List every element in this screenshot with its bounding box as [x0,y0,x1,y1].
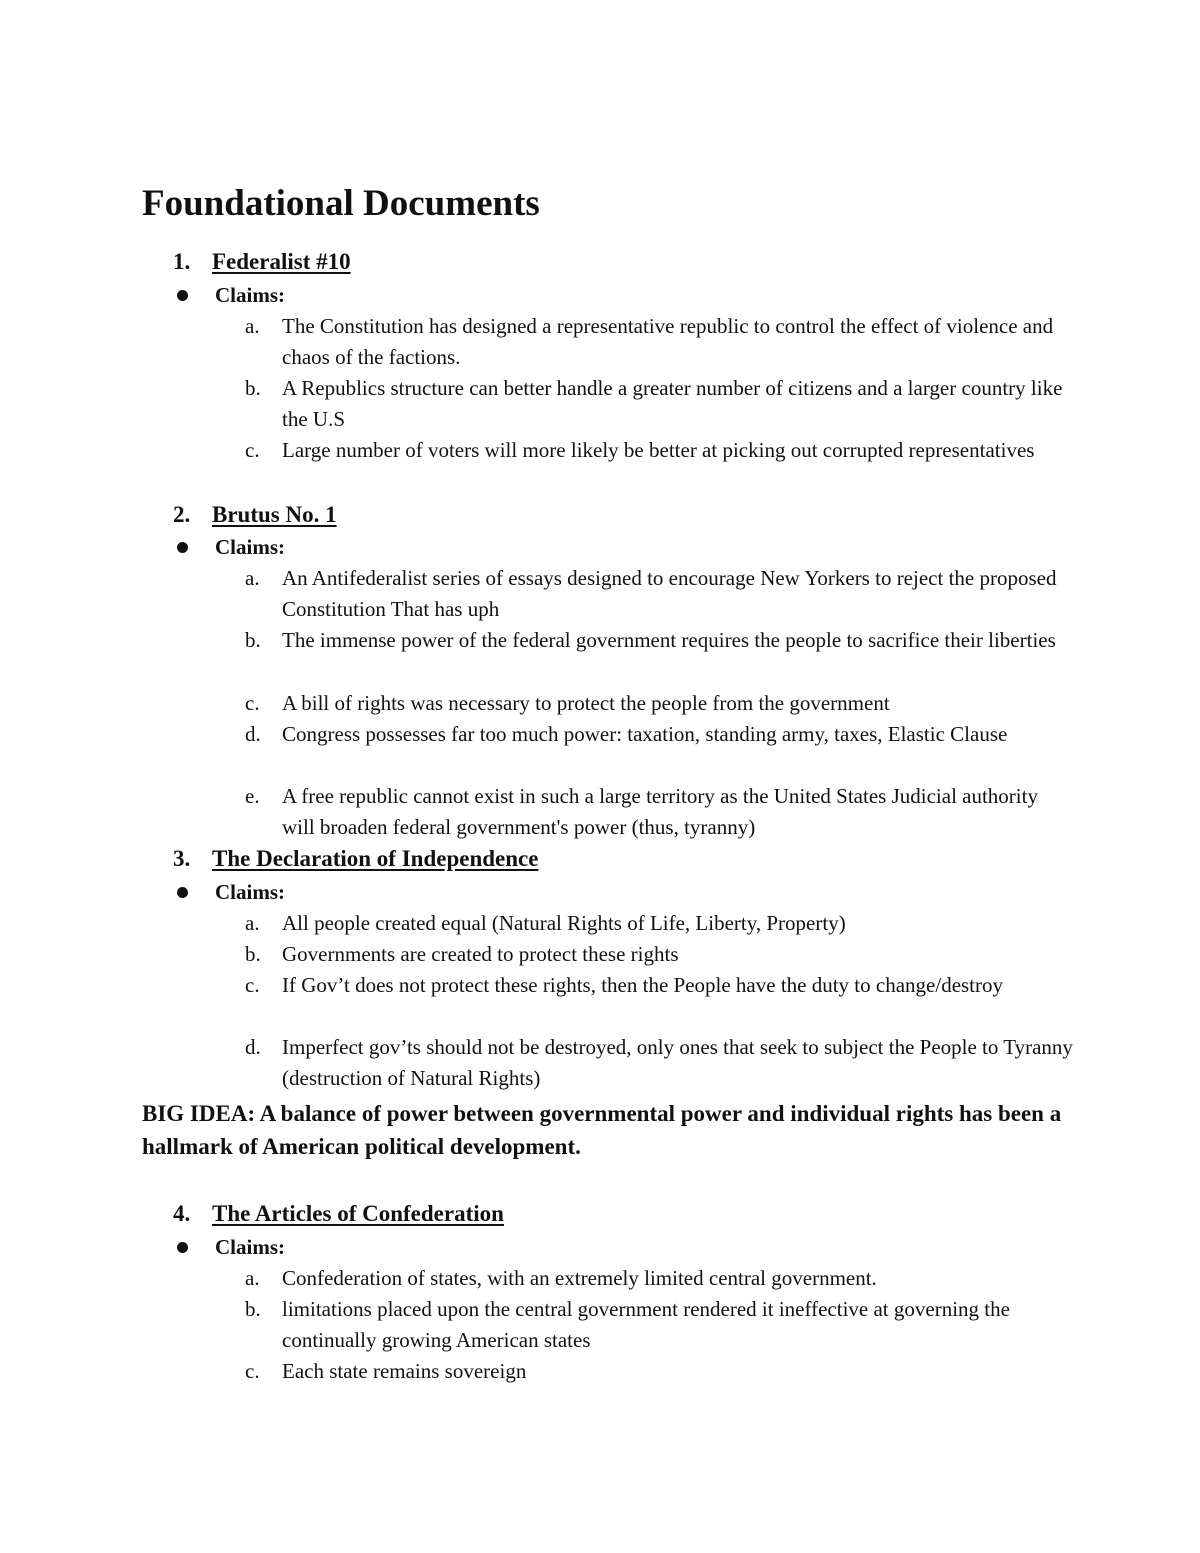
claim-item [245,1294,1075,1356]
claim-item [245,373,1075,435]
claim-item [245,781,1075,843]
claim-text: Each state remains sovereign [282,1359,527,1383]
big-idea-statement: BIG IDEA: A balance of power between governmental power and individual rights has been a hallmark of American political development. [142,1101,1062,1159]
claims-label: Claims: [173,1232,285,1262]
claim-letter: d. [245,722,261,746]
claim-text: Congress possesses far too much power: taxation, standing army, taxes, Elastic Clause [282,722,1008,746]
section-heading-brutus-1 [173,500,337,530]
claim-letter: a. [245,911,260,935]
page-title: Foundational Documents [142,183,540,224]
bullet-icon [177,1242,188,1253]
claim-item [245,719,1075,750]
claim-item [245,939,1075,970]
section-number: 3. [173,846,191,871]
claim-letter: d. [245,1035,261,1059]
claim-item [245,1032,1075,1094]
section-number: 1. [173,249,191,274]
claim-letter: a. [245,566,260,590]
claim-text: Governments are created to protect these rights [282,942,679,966]
claim-item [245,435,1075,466]
claim-text: The Constitution has designed a representative republic to control the effect of violence and chaos of the factions. [282,314,1054,369]
claim-text: A bill of rights was necessary to protect the people from the government [282,691,890,715]
claim-text: A free republic cannot exist in such a large territory as the United States Judicial authority will broaden federal government's power (thus, tyranny) [282,784,1038,839]
section-title: Brutus No. 1 [212,502,337,527]
claim-text: If Gov’t does not protect these rights, then the People have the duty to change/destroy [282,973,1004,997]
claim-letter: b. [245,628,261,652]
claim-text: An Antifederalist series of essays designed to encourage New Yorkers to reject the proposed Constitution That has uph [282,566,1057,621]
claim-letter: e. [245,784,260,808]
claim-letter: c. [245,973,260,997]
section-heading-articles-of-confederation [173,1199,504,1229]
bullet-icon [177,290,188,301]
claim-letter: b. [245,376,261,400]
claim-text: All people created equal (Natural Rights of Life, Liberty, Property) [282,911,846,935]
claim-letter: b. [245,942,261,966]
claim-item [245,688,1075,719]
section-heading-declaration [173,844,538,874]
claims-label: Claims: [173,532,285,562]
claim-item [245,563,1075,625]
section-heading-federalist-10 [173,247,351,277]
claim-item [245,311,1075,373]
bullet-icon [177,542,188,553]
claim-item [245,1356,1075,1387]
claim-item [245,1263,1075,1294]
bullet-icon [177,887,188,898]
claim-letter: b. [245,1297,261,1321]
claim-text: Confederation of states, with an extremely limited central government. [282,1266,877,1290]
section-title: The Declaration of Independence [212,846,539,871]
claim-letter: a. [245,1266,260,1290]
section-number: 4. [173,1201,191,1226]
claim-item [245,970,1075,1001]
section-title: The Articles of Confederation [212,1201,504,1226]
claim-text: The immense power of the federal government requires the people to sacrifice their liberties [282,628,1056,652]
claim-text: Large number of voters will more likely be better at picking out corrupted representatives [282,438,1035,462]
claim-text: limitations placed upon the central government rendered it ineffective at governing the continually growing American states [282,1297,1010,1352]
claim-letter: c. [245,691,260,715]
claim-letter: c. [245,438,260,462]
claim-item [245,908,1075,939]
claim-letter: a. [245,314,260,338]
claim-text: Imperfect gov’ts should not be destroyed, only ones that seek to subject the People to Tyranny (destruction of Natural Rights) [282,1035,1073,1090]
claim-text: A Republics structure can better handle a greater number of citizens and a larger country like the U.S [282,376,1063,431]
section-title: Federalist #10 [212,249,351,274]
claims-label: Claims: [173,280,285,310]
section-number: 2. [173,502,191,527]
claim-letter: c. [245,1359,260,1383]
claim-item [245,625,1075,656]
claims-label: Claims: [173,877,285,907]
